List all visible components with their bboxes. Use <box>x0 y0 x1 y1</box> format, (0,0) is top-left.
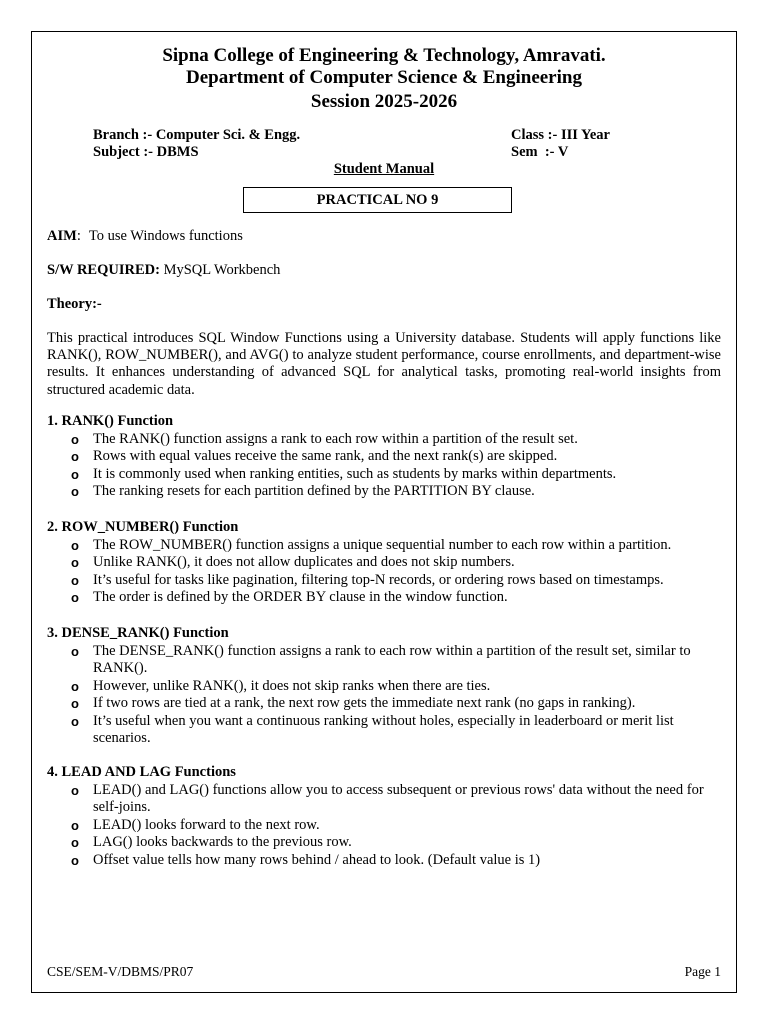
bullet-icon: o <box>71 555 79 571</box>
list-item: o It is commonly used when ranking entities, such as students by marks within departments. <box>71 465 617 482</box>
theory-heading: Theory:- <box>47 296 102 312</box>
session-title: Session 2025-2026 <box>310 91 458 112</box>
list-item: o It’s useful for tasks like pagination, filtering top-N records, or ordering rows based on timestamps. <box>71 571 664 588</box>
section-row-number <box>47 519 721 607</box>
section-lead-lag <box>47 764 721 869</box>
list-item: o The RANK() function assigns a rank to each row within a partition of the result set. <box>71 430 578 447</box>
list-item: o Offset value tells how many rows behind / ahead to look. (Default value is 1) <box>71 851 541 868</box>
section-dense-rank <box>47 625 721 748</box>
bullet-list <box>47 782 721 870</box>
section-title: 1. RANK() Function <box>47 413 174 429</box>
bullet-list <box>47 643 721 749</box>
bullet-icon: o <box>71 484 79 500</box>
sw-required-line <box>47 262 280 279</box>
bullet-icon: o <box>71 590 79 606</box>
list-item: o It’s useful when you want a continuous ranking without holes, especially in leaderboard or merit list scenarios. <box>71 712 674 747</box>
list-item: o The ranking resets for each partition defined by the PARTITION BY clause. <box>71 483 535 500</box>
aim-line <box>47 228 243 245</box>
list-item: o LEAD() and LAG() functions allow you to access subsequent or previous rows' data without the need for self-joins. <box>71 781 704 816</box>
bullet-icon: o <box>71 852 79 868</box>
list-item: o If two rows are tied at a rank, the next row gets the immediate next rank (no gaps in ranking). <box>71 695 636 712</box>
bullet-icon: o <box>71 572 79 588</box>
bullet-icon: o <box>71 537 79 553</box>
aim-separator: : <box>76 228 81 244</box>
student-manual-label: Student Manual <box>333 161 435 177</box>
bullet-list <box>47 537 721 607</box>
aim-label: AIM <box>47 228 77 244</box>
section-rank <box>47 413 721 501</box>
subject-info: Subject :- DBMS <box>93 144 199 160</box>
bullet-icon: o <box>71 782 79 798</box>
sw-required-label: S/W REQUIRED: <box>47 262 160 278</box>
section-title: 2. ROW_NUMBER() Function <box>47 519 239 535</box>
footer-code: CSE/SEM-V/DBMS/PR07 <box>47 964 194 979</box>
footer-page-number: Page 1 <box>684 964 721 979</box>
list-item: o LEAD() looks forward to the next row. <box>71 816 320 833</box>
list-item: o Unlike RANK(), it does not allow duplicates and does not skip numbers. <box>71 554 515 571</box>
bullet-icon: o <box>71 466 79 482</box>
bullet-icon: o <box>71 835 79 851</box>
list-item: o However, unlike RANK(), it does not skip ranks when there are ties. <box>71 677 491 694</box>
list-item: o The order is defined by the ORDER BY clause in the window function. <box>71 589 508 606</box>
branch-info: Branch :- Computer Sci. & Engg. <box>93 127 301 143</box>
list-item: o The DENSE_RANK() function assigns a rank to each row within a partition of the result set, similar to RANK(). <box>71 642 691 677</box>
bullet-icon: o <box>71 817 79 833</box>
practical-number-box: PRACTICAL NO 9 <box>243 187 512 213</box>
bullet-icon: o <box>71 696 79 712</box>
bullet-icon: o <box>71 431 79 447</box>
section-title: 3. DENSE_RANK() Function <box>47 625 229 641</box>
student-manual-heading <box>0 161 768 178</box>
class-info: Class :- III Year <box>511 127 610 143</box>
list-item: o LAG() looks backwards to the previous row. <box>71 834 352 851</box>
department-title: Department of Computer Science & Engineering <box>186 67 582 88</box>
sem-info: Sem :- V <box>511 144 569 160</box>
section-title: 4. LEAD AND LAG Functions <box>47 764 236 780</box>
aim-text: To use Windows functions <box>88 228 243 244</box>
bullet-icon: o <box>71 449 79 465</box>
list-item: o Rows with equal values receive the same rank, and the next rank(s) are skipped. <box>71 448 558 465</box>
bullet-icon: o <box>71 678 79 694</box>
college-title: Sipna College of Engineering & Technology, Amravati. <box>162 45 606 66</box>
bullet-icon: o <box>71 643 79 659</box>
theory-paragraph: This practical introduces SQL Window Functions using a University database. Students will apply functions like RANK(), ROW_NUMBER(), and AVG() to analyze student performance, course enrollments, and department-wise results. It enhances understanding of advanced SQL for analytical tasks, promoting real-world insights from structured academic data. <box>47 330 721 398</box>
bullet-list <box>47 431 721 501</box>
sw-required-text: MySQL Workbench <box>159 262 281 278</box>
bullet-icon: o <box>71 713 79 729</box>
list-item: o The ROW_NUMBER() function assigns a unique sequential number to each row within a partition. <box>71 536 672 553</box>
